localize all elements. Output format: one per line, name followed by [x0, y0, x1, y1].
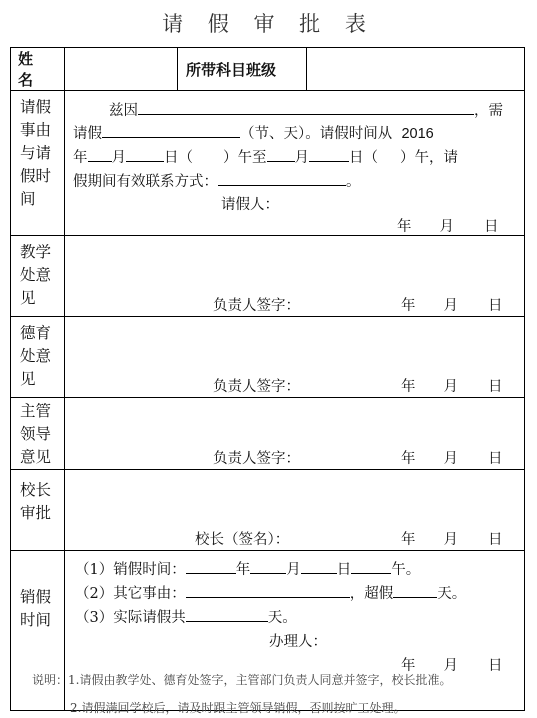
- teaching-office-row: [11, 236, 525, 317]
- cancel-time-label: （1）销假时间：: [75, 562, 186, 578]
- applicant-date-year: 年: [397, 219, 412, 235]
- handler-label: 办理人：: [269, 634, 327, 650]
- reason-row: [11, 91, 525, 236]
- other-reason-label: （2）其它事由：: [75, 586, 186, 602]
- reason-label: 请假事由与请假时间: [11, 91, 65, 236]
- leave-unit-text: （节、天）。请假时间从: [240, 126, 393, 142]
- handler-date-day: 日: [488, 658, 503, 674]
- year-value: 2016: [401, 126, 434, 142]
- actual-leave-blank[interactable]: [186, 606, 268, 622]
- teaching-date-month: 月: [443, 298, 458, 314]
- from-day-blank[interactable]: [126, 146, 164, 162]
- note-line-2: 2.请假满回学校后，请及时跟主管领导销假，否则按旷工处理。: [70, 701, 406, 715]
- to-month-char: 月: [294, 150, 309, 166]
- actual-leave-label: （3）实际请假共: [75, 610, 186, 626]
- reason-content: [65, 91, 525, 236]
- principal-date-year: 年: [401, 532, 416, 548]
- to-close-text: ）午，请: [400, 150, 458, 166]
- moral-date-day: 日: [488, 379, 503, 395]
- header-row: [11, 48, 525, 91]
- teaching-date-year: 年: [401, 298, 416, 314]
- to-day-char: 日（: [349, 150, 378, 166]
- to-month-blank[interactable]: [267, 146, 295, 162]
- cancel-day-blank[interactable]: [301, 558, 337, 574]
- principal-date-day: 日: [488, 532, 503, 548]
- overdue-label: ，超假: [349, 586, 394, 602]
- teaching-office-sign-label: 负责人签字：: [213, 298, 300, 314]
- cancel-year-blank[interactable]: [186, 558, 236, 574]
- moral-date-month: 月: [443, 379, 458, 395]
- cancel-month-char: 月: [286, 562, 301, 578]
- supervisor-date-year: 年: [401, 451, 416, 467]
- overdue-days-blank[interactable]: [393, 582, 437, 598]
- cancel-ampm-char: 午。: [391, 562, 421, 578]
- from-month-blank[interactable]: [88, 146, 112, 162]
- subject-class-field[interactable]: [307, 48, 525, 91]
- name-label: 姓 名: [11, 48, 65, 91]
- to-text: ）午至: [223, 150, 267, 166]
- handler-date-month: 月: [443, 658, 458, 674]
- note-line-1: 说明：1.请假由教学处、德育处签字，主管部门负责人同意并签字，校长批准。: [32, 673, 452, 687]
- supervisor-date-month: 月: [443, 451, 458, 467]
- moral-office-sign-label: 负责人签字：: [213, 379, 300, 395]
- subject-class-label: 所带科目班级: [178, 48, 307, 91]
- moral-office-content[interactable]: [65, 317, 525, 398]
- actual-leave-unit: 天。: [267, 610, 297, 626]
- contact-label: 假期间有效联系方式：: [73, 174, 218, 190]
- reason-blank[interactable]: [138, 99, 474, 115]
- from-day-char: 日（: [164, 150, 193, 166]
- from-month-char: 月: [111, 150, 126, 166]
- moral-office-row: [11, 317, 525, 398]
- form-title: 请 假 审 批 表: [162, 12, 375, 36]
- handler-date-year: 年: [401, 658, 416, 674]
- to-day-blank[interactable]: [309, 146, 349, 162]
- leave-count-blank[interactable]: [102, 122, 240, 138]
- from-year-char: 年: [73, 150, 88, 166]
- supervisor-date-day: 日: [488, 451, 503, 467]
- principal-content[interactable]: [65, 470, 525, 551]
- applicant-date-day: 日: [484, 219, 499, 235]
- teaching-office-content[interactable]: [65, 236, 525, 317]
- supervisor-sign-label: 负责人签字：: [213, 451, 300, 467]
- teaching-date-day: 日: [488, 298, 503, 314]
- contact-blank[interactable]: [218, 170, 346, 186]
- cancel-leave-label: 销假时间: [11, 551, 65, 711]
- supervisor-content[interactable]: [65, 398, 525, 470]
- applicant-date-month: 月: [439, 219, 454, 235]
- teaching-office-label: 教学处意见: [11, 236, 65, 317]
- supervisor-label: 主管领导意见: [11, 398, 65, 470]
- name-field[interactable]: [65, 48, 178, 91]
- principal-sign-label: 校长（签名）：: [195, 532, 290, 548]
- reason-line1-end: ，需: [474, 103, 503, 119]
- applicant-label: 请假人：: [221, 197, 279, 213]
- moral-date-year: 年: [401, 379, 416, 395]
- principal-label: 校长审批: [11, 470, 65, 551]
- overdue-days-unit: 天。: [437, 586, 467, 602]
- supervisor-row: [11, 398, 525, 470]
- principal-date-month: 月: [443, 532, 458, 548]
- reason-line1-start: 兹因: [109, 103, 138, 119]
- cancel-year-char: 年: [235, 562, 251, 578]
- principal-row: [11, 470, 525, 551]
- cancel-ampm-blank[interactable]: [351, 558, 391, 574]
- leave-label: 请假: [73, 126, 102, 142]
- leave-approval-table: [10, 47, 525, 711]
- cancel-day-char: 日: [336, 562, 352, 578]
- other-reason-blank[interactable]: [186, 582, 350, 598]
- contact-end: 。: [346, 174, 361, 190]
- moral-office-label: 德育处意见: [11, 317, 65, 398]
- cancel-month-blank[interactable]: [250, 558, 286, 574]
